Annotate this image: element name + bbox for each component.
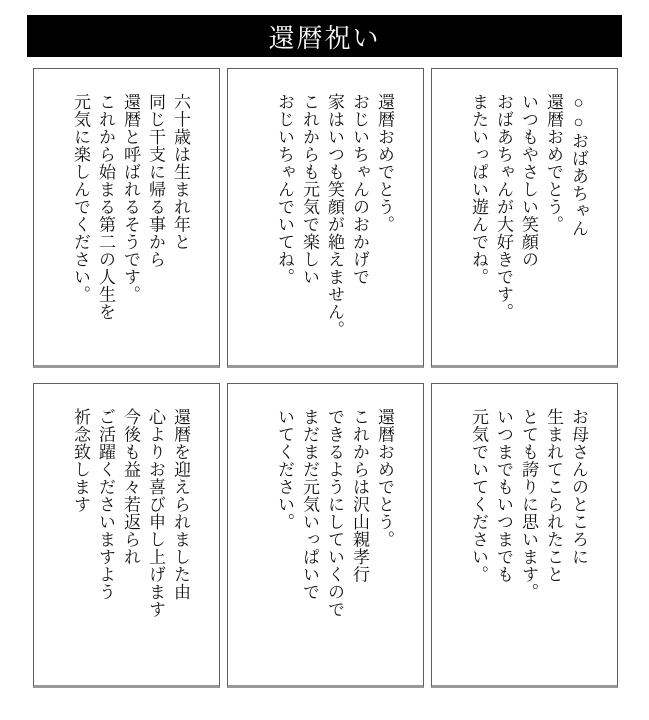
message-line: 還暦と呼ばれるそうです。 bbox=[121, 93, 140, 303]
message-card-kanreki-meaning bbox=[33, 68, 220, 368]
message-card-formal bbox=[33, 383, 220, 688]
card-row-top bbox=[33, 68, 618, 368]
message-card-filial-piety bbox=[227, 383, 424, 688]
message-line: これからも元気で楽しい bbox=[300, 93, 319, 286]
message-line: おじいちゃんでいてね。 bbox=[275, 93, 294, 286]
card-row-bottom bbox=[33, 383, 618, 688]
message-line: おばあちゃんが大好きです。 bbox=[494, 93, 513, 321]
message-line: 還暦おめでとう。 bbox=[375, 93, 394, 233]
message-line: いつもやさしい笑顔の bbox=[519, 93, 538, 268]
message-line: またいっぱい遊んでね。 bbox=[469, 93, 488, 286]
message-line: 還暦おめでとう。 bbox=[375, 408, 394, 548]
message-line: 元気に楽しんでください。 bbox=[71, 93, 90, 303]
message-line: 生まれてこられたこと bbox=[544, 408, 563, 583]
message-line: いてください。 bbox=[275, 408, 294, 531]
message-line: おじいちゃんのおかげで bbox=[350, 93, 369, 286]
message-line: 元気でいてください。 bbox=[469, 408, 488, 583]
message-line: 六十歳は生まれ年と bbox=[171, 93, 190, 251]
message-card-mother bbox=[431, 383, 618, 688]
message-line: 祈念致します bbox=[71, 408, 90, 513]
message-line: 還暦を迎えられました由 bbox=[171, 408, 190, 601]
message-line: 心よりお喜び申し上げます bbox=[146, 408, 165, 618]
message-line: とても誇りに思います。 bbox=[519, 408, 538, 601]
message-card-grandma bbox=[431, 68, 618, 368]
message-line: これからは沢山親孝行 bbox=[350, 408, 369, 583]
message-line: ○○おばあちゃん bbox=[569, 93, 588, 237]
message-line: できるようにしていくので bbox=[325, 408, 344, 618]
section-title-bar bbox=[27, 15, 622, 57]
message-line: これから始まる第二の人生を bbox=[96, 93, 115, 321]
message-line: 還暦おめでとう。 bbox=[544, 93, 563, 233]
message-card-grandpa bbox=[227, 68, 424, 368]
message-line: 家はいつも笑顔が絶えません。 bbox=[325, 93, 344, 338]
message-line: お母さんのところに bbox=[569, 408, 588, 566]
section-title: 還暦祝い bbox=[268, 22, 381, 53]
message-line: ご活躍くださいますよう bbox=[96, 408, 115, 601]
message-line: いつまでもいつまでも bbox=[494, 408, 513, 583]
message-line: まだまだ元気いっぱいで bbox=[300, 408, 319, 601]
message-line: 今後も益々若返られ bbox=[121, 408, 140, 566]
message-line: 同じ干支に帰る事から bbox=[146, 93, 165, 268]
